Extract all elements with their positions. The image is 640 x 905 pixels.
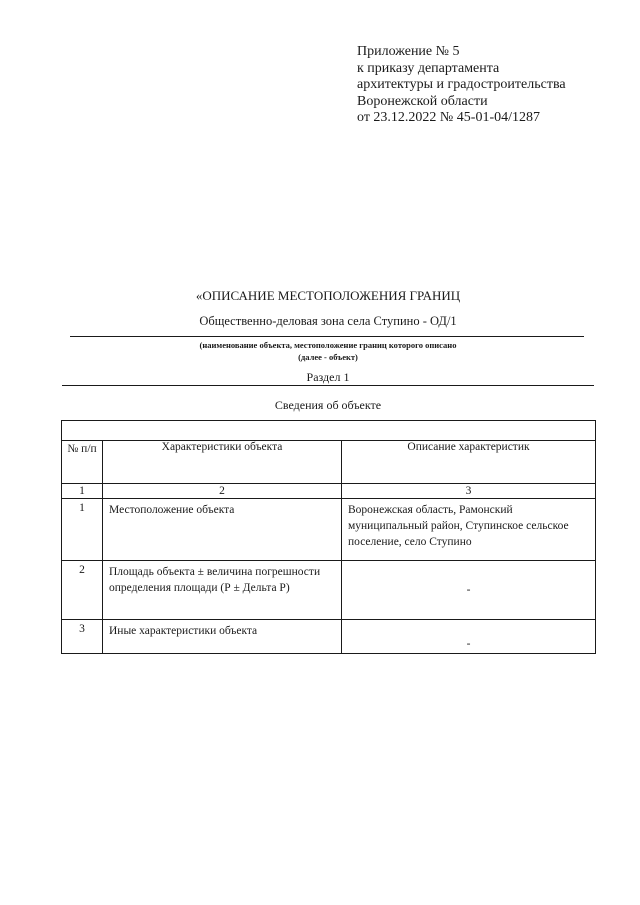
- section-subtitle: Сведения об объекте: [274, 398, 382, 412]
- appendix-line: от 23.12.2022 № 45-01-04/1287: [357, 110, 541, 125]
- row-description: Воронежская область, Рамонский муниципальный район, Ступинское сельское поселение, село Ступино: [342, 499, 596, 561]
- document-title: «ОПИСАНИЕ МЕСТОПОЛОЖЕНИЯ ГРАНИЦ: [195, 288, 461, 303]
- index-cell: 2: [103, 484, 342, 499]
- index-cell: 1: [62, 484, 103, 499]
- appendix-line: Воронежской области: [357, 93, 488, 109]
- table-header-row: [62, 441, 596, 484]
- table-cell: [62, 421, 596, 441]
- table-row: [62, 499, 596, 561]
- divider: [70, 336, 584, 337]
- table-index-row: [62, 484, 596, 499]
- row-characteristic: Иные характеристики объекта: [103, 620, 342, 654]
- object-note-line-1: (наименование объекта, местоположение границ которого описано: [199, 340, 457, 350]
- object-name: Общественно-деловая зона села Ступино - ОД/1: [199, 314, 457, 328]
- object-info-table: [61, 420, 596, 654]
- row-description: -: [342, 620, 596, 654]
- appendix-block: [357, 44, 566, 127]
- table-blank-row: [62, 421, 596, 441]
- object-note-line-2: (далее - объект): [298, 352, 358, 362]
- header-description: Описание характеристик: [342, 441, 596, 484]
- appendix-line: архитектуры и градостроительства: [357, 77, 566, 92]
- row-num: 3: [62, 620, 103, 654]
- row-description: -: [342, 561, 596, 620]
- header-num: № п/п: [62, 441, 103, 484]
- section-label: Раздел 1: [306, 370, 350, 384]
- table-row: [62, 620, 596, 654]
- row-num: 1: [62, 499, 103, 561]
- row-characteristic: Местоположение объекта: [103, 499, 342, 561]
- index-cell: 3: [342, 484, 596, 499]
- divider: [62, 385, 594, 386]
- appendix-line: к приказу департамента: [357, 60, 500, 76]
- row-characteristic: Площадь объекта ± величина погрешности определения площади (Р ± Дельта Р): [103, 561, 342, 620]
- table-row: [62, 561, 596, 620]
- row-num: 2: [62, 561, 103, 620]
- header-characteristics: Характеристики объекта: [103, 441, 342, 484]
- appendix-line: Приложение № 5: [357, 44, 460, 59]
